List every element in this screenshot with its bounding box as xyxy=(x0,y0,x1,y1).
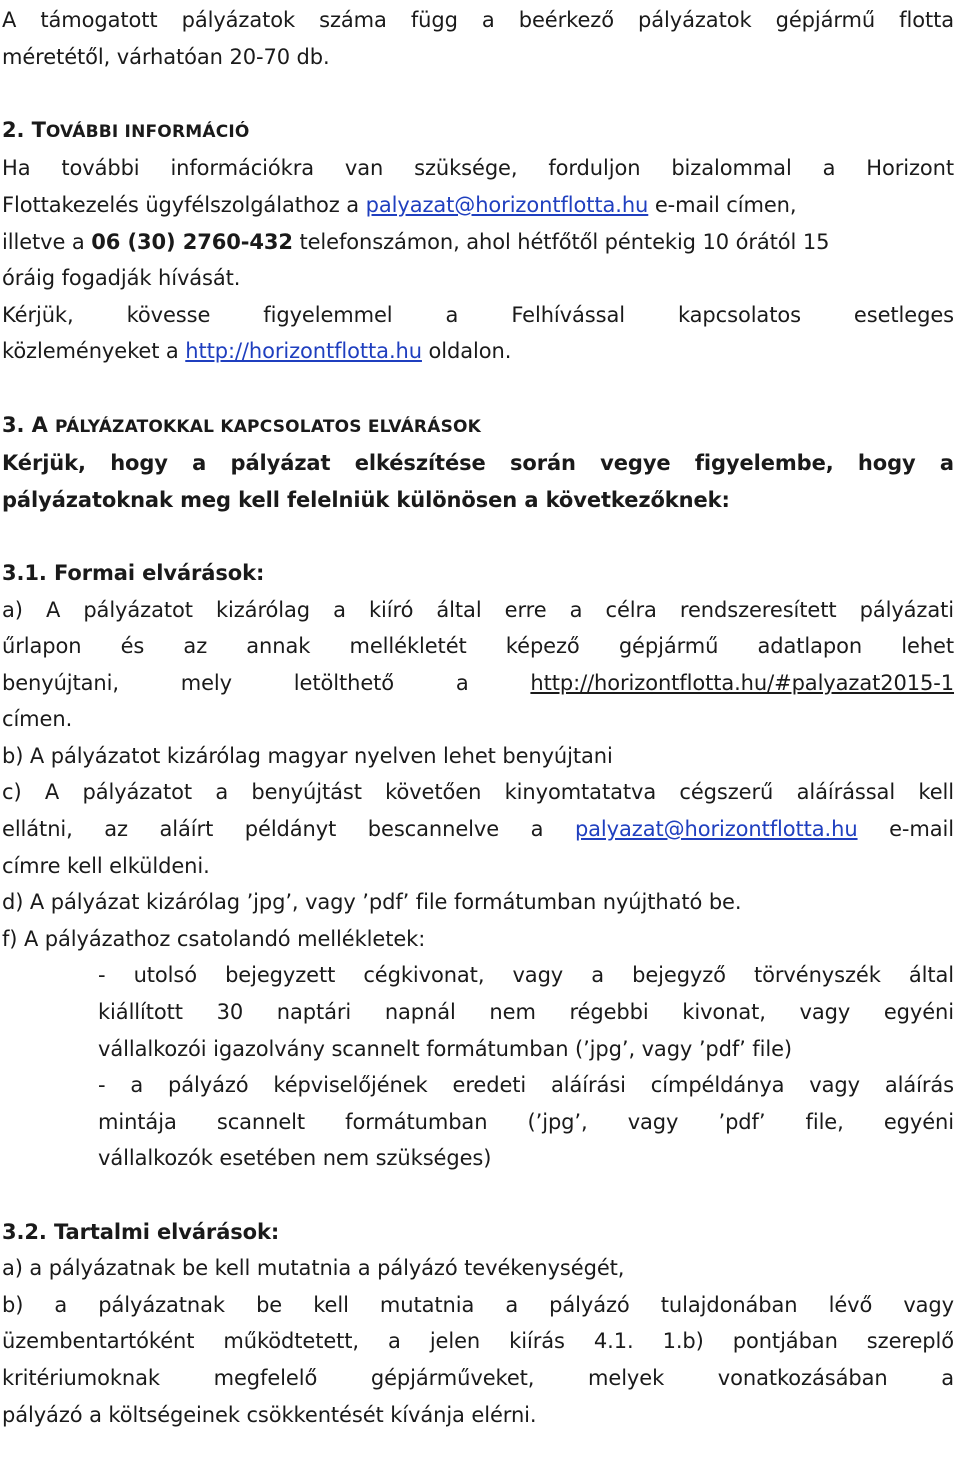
list-line xyxy=(2,592,954,629)
list-line xyxy=(2,1360,954,1397)
text: közleményeket a xyxy=(2,339,186,364)
text: telefonszámon, ahol hétfőtől péntekig 10 órától 15 xyxy=(292,229,830,254)
list-line xyxy=(2,774,954,811)
text: ellátni, az aláírt példányt bescannelve a xyxy=(2,817,544,842)
list-line xyxy=(2,1323,954,1360)
spacer xyxy=(2,370,954,407)
heading-number: 2. T xyxy=(2,117,46,142)
text: A támogatott pályázatok száma függ a beérkező pályázatok gépjármű flotta xyxy=(2,8,954,32)
phone-number: 06 (30) 2760-432 xyxy=(91,229,293,254)
paragraph-line xyxy=(2,224,954,261)
text: vállalkozói igazolvány scannelt formátumban (’jpg’, vagy ’pdf’ file) xyxy=(98,1036,792,1061)
list-line xyxy=(2,811,954,848)
email-link[interactable]: palyazat@horizontflotta.hu xyxy=(365,192,649,217)
text: Flottakezelés ügyfélszolgálathoz a xyxy=(2,192,360,217)
list-line xyxy=(2,1397,954,1434)
attachment-line xyxy=(98,1140,954,1177)
attachment-line xyxy=(98,994,954,1031)
text: e-mail xyxy=(857,817,955,842)
text: 3.2. Tartalmi elvárások: xyxy=(2,1219,280,1244)
text: mintája scannelt formátumban (’jpg’, vagy ’pdf’ file, egyéni xyxy=(98,1109,954,1134)
spacer xyxy=(2,75,954,112)
list-line xyxy=(2,848,954,885)
text: c) A pályázatot a benyújtást követően kinyomtatatva cégszerű aláírással kell xyxy=(2,780,954,805)
formal-requirements-title xyxy=(2,555,954,592)
text: a) a pályázatnak be kell mutatnia a pályázó tevékenységét, xyxy=(2,1256,625,1281)
list-line xyxy=(2,665,954,702)
text: e-mail címen, xyxy=(648,192,797,217)
text: Kérjük, kövesse figyelemmel a Felhívással kapcsolatos esetleges xyxy=(2,302,954,327)
text: címre kell elküldeni. xyxy=(2,853,210,878)
text: űrlapon és az annak mellékletét képező gépjármű adatlapon lehet xyxy=(2,634,954,659)
list-line xyxy=(2,884,954,921)
section-3-heading xyxy=(2,407,954,446)
list-line xyxy=(2,921,954,958)
heading-number: 3. A xyxy=(2,412,55,437)
attachment-line xyxy=(98,1067,954,1104)
list-line xyxy=(2,628,954,665)
intro-line xyxy=(2,39,954,76)
text: d) A pályázat kizárólag ’jpg’, vagy ’pdf’ file formátumban nyújtható be. xyxy=(2,890,742,915)
paragraph-line xyxy=(2,333,954,370)
text: pályázó a költségeinek csökkentését kívánja elérni. xyxy=(2,1402,537,1427)
text: óráig fogadják hívását. xyxy=(2,266,241,291)
paragraph-line xyxy=(2,297,954,334)
website-link[interactable]: http://horizontflotta.hu xyxy=(185,339,422,364)
text: oldalon. xyxy=(421,339,512,364)
text: b) A pályázatot kizárólag magyar nyelven lehet benyújtani xyxy=(2,743,613,768)
text: Kérjük, hogy a pályázat elkészítése során vegye figyelembe, hogy a xyxy=(2,451,954,476)
text: f) A pályázathoz csatolandó mellékletek: xyxy=(2,926,426,951)
text: Ha további információkra van szüksége, forduljon bizalommal a Horizont xyxy=(2,156,954,181)
text: b) a pályázatnak be kell mutatnia a pályázó tulajdonában lévő vagy xyxy=(2,1292,954,1317)
heading-title: PÁLYÁZATOKKAL KAPCSOLATOS ELVÁRÁSOK xyxy=(54,416,482,437)
text: vállalkozók esetében nem szükséges) xyxy=(98,1146,492,1171)
list-line xyxy=(2,1287,954,1324)
section-2-heading xyxy=(2,112,954,151)
paragraph-line xyxy=(2,260,954,297)
attachment-line xyxy=(98,1031,954,1068)
heading-title: OVÁBBI INFORMÁCIÓ xyxy=(45,121,250,142)
text: kiállított 30 naptári napnál nem régebbi kivonat, vagy egyéni xyxy=(98,1000,954,1025)
text: a) A pályázatot kizárólag a kiíró által erre a célra rendszeresített pályázati xyxy=(2,597,954,622)
text: benyújtani, mely letölthető a xyxy=(2,670,469,695)
lead-line xyxy=(2,445,954,482)
list-line xyxy=(2,701,954,738)
attachment-line xyxy=(98,1104,954,1141)
text: pályázatoknak meg kell felelniük különösen a következőknek: xyxy=(2,487,730,512)
lead-line xyxy=(2,482,954,519)
paragraph-line xyxy=(2,187,954,224)
spacer xyxy=(2,1177,954,1214)
text: méretétől, várhatóan 20-70 db. xyxy=(2,44,330,69)
text: illetve a xyxy=(2,229,92,254)
paragraph-line xyxy=(2,150,954,187)
list-line xyxy=(2,738,954,775)
spacer xyxy=(2,518,954,555)
email-link[interactable]: palyazat@horizontflotta.hu xyxy=(574,817,858,842)
form-download-link[interactable]: http://horizontflotta.hu/#palyazat2015-1 xyxy=(530,670,955,695)
intro-line xyxy=(2,2,954,39)
text: üzembentartóként működtetett, a jelen kiírás 4.1. 1.b) pontjában szereplő xyxy=(2,1329,954,1354)
text: - utolsó bejegyzett cégkivonat, vagy a bejegyző törvényszék által xyxy=(98,963,954,988)
text: kritériumoknak megfelelő gépjárműveket, melyek vonatkozásában a xyxy=(2,1365,954,1390)
text: - a pályázó képviselőjének eredeti aláírási címpéldánya vagy aláírás xyxy=(98,1073,954,1098)
content-requirements-title xyxy=(2,1214,954,1251)
attachment-line xyxy=(98,957,954,994)
text: 3.1. Formai elvárások: xyxy=(2,560,265,585)
list-line xyxy=(2,1250,954,1287)
text: címen. xyxy=(2,707,73,732)
